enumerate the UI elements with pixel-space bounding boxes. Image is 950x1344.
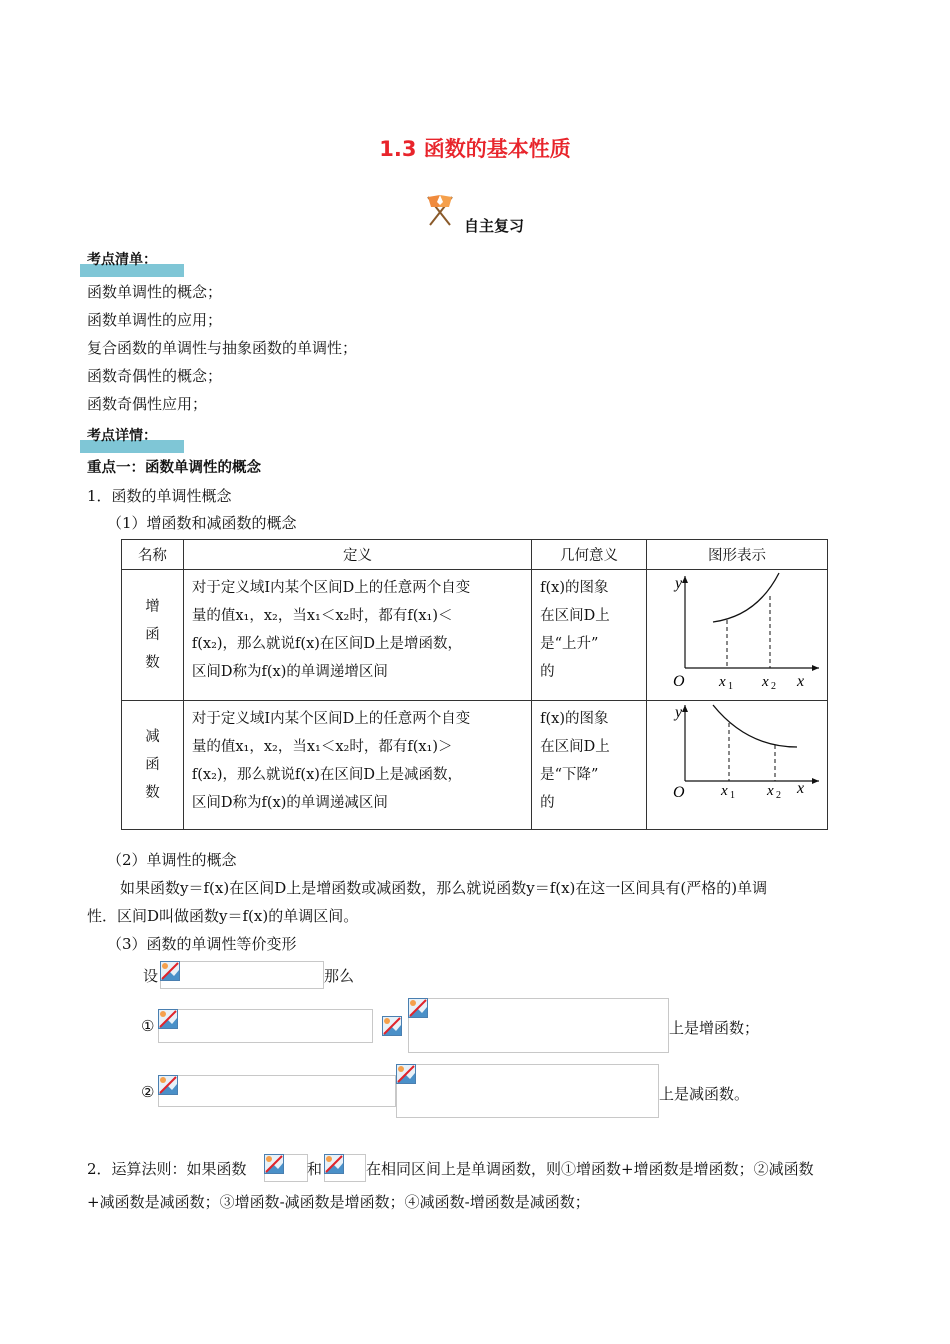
geo-line: 在区间D上	[540, 608, 610, 624]
x1-subscript: 1	[727, 681, 733, 692]
checklist-item: 函数单调性的应用；	[87, 311, 223, 329]
x1-label: x	[720, 783, 728, 799]
row-name-char: 数	[145, 655, 160, 671]
x2-subscript: 2	[770, 681, 776, 692]
def-line: 区间D称为f(x)的单调递增区间	[191, 664, 388, 680]
broken-image-icon	[160, 961, 180, 981]
formula-image-placeholder	[408, 998, 669, 1053]
row-name-char: 函	[145, 627, 160, 643]
eq1-marker: ①	[141, 1017, 155, 1035]
x1-subscript: 1	[729, 790, 735, 801]
checklist-item: 函数奇偶性应用；	[87, 395, 208, 413]
row-name-char: 减	[145, 729, 160, 745]
definition-table	[121, 539, 828, 830]
table-row	[122, 701, 828, 830]
formula-image-placeholder	[396, 1064, 659, 1118]
table-header: 名称	[122, 540, 184, 570]
broken-image-icon	[396, 1064, 416, 1084]
geo-line: 在区间D上	[540, 739, 610, 755]
row-name-char: 增	[145, 599, 160, 615]
section-2-text: 在相同区间上是单调函数，则①增函数+增函数是增函数；②减函数	[366, 1160, 814, 1178]
crossed-flags-icon	[420, 193, 460, 227]
x2-label: x	[766, 783, 774, 799]
key-point-heading: 重点一：函数单调性的概念	[87, 460, 261, 476]
section-subtitle: 自主复习	[464, 217, 525, 235]
def-line: f(x₂)，那么就说f(x)在区间D上是减函数，	[191, 767, 463, 783]
eq2-marker: ②	[141, 1083, 155, 1101]
origin-label: O	[672, 673, 685, 690]
paragraph-line: 如果函数y＝f(x)在区间D上是增函数或减函数，那么就说函数y＝f(x)在这一区间具有(严格的)单调	[120, 879, 768, 897]
geometry-cell	[532, 570, 647, 701]
x-axis-label: x	[796, 780, 805, 797]
definition-cell	[183, 570, 531, 701]
broken-image-icon	[158, 1009, 178, 1029]
x2-subscript: 2	[775, 790, 781, 801]
broken-image-icon	[158, 1075, 178, 1095]
geo-line: 的	[540, 664, 555, 680]
definition-cell	[183, 701, 531, 830]
broken-image-icon	[382, 1016, 402, 1036]
def-line: 对于定义域I内某个区间D上的任意两个自变	[191, 580, 471, 596]
checklist-item: 函数单调性的概念；	[87, 283, 223, 301]
row-name-cell	[122, 570, 184, 701]
formula-image-placeholder	[158, 1075, 396, 1107]
geo-line: 的	[540, 795, 555, 811]
subsection-heading: （1）增函数和减函数的概念	[107, 514, 297, 532]
subsection-heading: （2）单调性的概念	[107, 851, 237, 869]
y-axis-label: y	[674, 575, 683, 592]
x-axis-label: x	[796, 673, 805, 690]
increasing-function-graph	[647, 570, 827, 696]
def-line: 区间D称为f(x)的单调递减区间	[191, 795, 388, 811]
decreasing-function-graph	[647, 701, 827, 825]
geo-line: 是“上升”	[540, 636, 599, 652]
table-header: 几何意义	[532, 540, 647, 570]
table-row	[122, 570, 828, 701]
checklist-item: 函数奇偶性的概念；	[87, 367, 223, 385]
x2-label: x	[761, 674, 769, 690]
eq-let-text: 设	[143, 967, 159, 985]
formula-image-placeholder	[160, 961, 324, 989]
geometry-cell	[532, 701, 647, 830]
y-axis-label: y	[674, 704, 683, 721]
geo-line: 是“下降”	[540, 767, 599, 783]
row-name-char: 数	[145, 785, 160, 801]
page-title: 1.3 函数的基本性质	[379, 137, 571, 161]
broken-image-icon	[264, 1154, 284, 1174]
table-header-row	[122, 540, 828, 570]
checklist-heading: 考点清单：	[87, 252, 157, 268]
eq1-tail-text: 上是增函数；	[669, 1019, 760, 1037]
row-name-cell	[122, 701, 184, 830]
row-name-char: 函	[145, 757, 160, 773]
section-2-text: +减函数是减函数；③增函数-减函数是增函数；④减函数-增函数是减函数；	[87, 1193, 590, 1211]
table-header: 图形表示	[646, 540, 827, 570]
checklist-item: 复合函数的单调性与抽象函数的单调性；	[87, 339, 358, 357]
def-line: 量的值x₁，x₂，当x₁＜x₂时，都有f(x₁)＞	[191, 739, 453, 755]
broken-image-icon	[408, 998, 428, 1018]
def-line: 量的值x₁，x₂，当x₁＜x₂时，都有f(x₁)＜	[191, 608, 453, 624]
graph-cell	[646, 701, 827, 830]
def-line: 对于定义域I内某个区间D上的任意两个自变	[191, 711, 471, 727]
subsection-heading: （3）函数的单调性等价变形	[107, 935, 297, 953]
def-line: f(x₂)，那么就说f(x)在区间D上是增函数，	[191, 636, 463, 652]
broken-image-icon	[324, 1154, 344, 1174]
geo-line: f(x)的图象	[540, 580, 609, 596]
graph-cell	[646, 570, 827, 701]
formula-image-placeholder	[158, 1009, 373, 1043]
section-2-and: 和	[307, 1160, 323, 1178]
origin-label: O	[672, 784, 685, 801]
table-header: 定义	[183, 540, 531, 570]
eq-then-text: 那么	[324, 967, 355, 985]
paragraph-line: 性．区间D叫做函数y＝f(x)的单调区间。	[87, 907, 359, 925]
geo-line: f(x)的图象	[540, 711, 609, 727]
section-2-text: 2．运算法则：如果函数	[87, 1160, 247, 1178]
x1-label: x	[718, 674, 726, 690]
eq2-tail-text: 上是减函数。	[659, 1085, 750, 1103]
details-heading: 考点详情：	[87, 428, 157, 444]
section-heading: 1．函数的单调性概念	[87, 487, 232, 505]
